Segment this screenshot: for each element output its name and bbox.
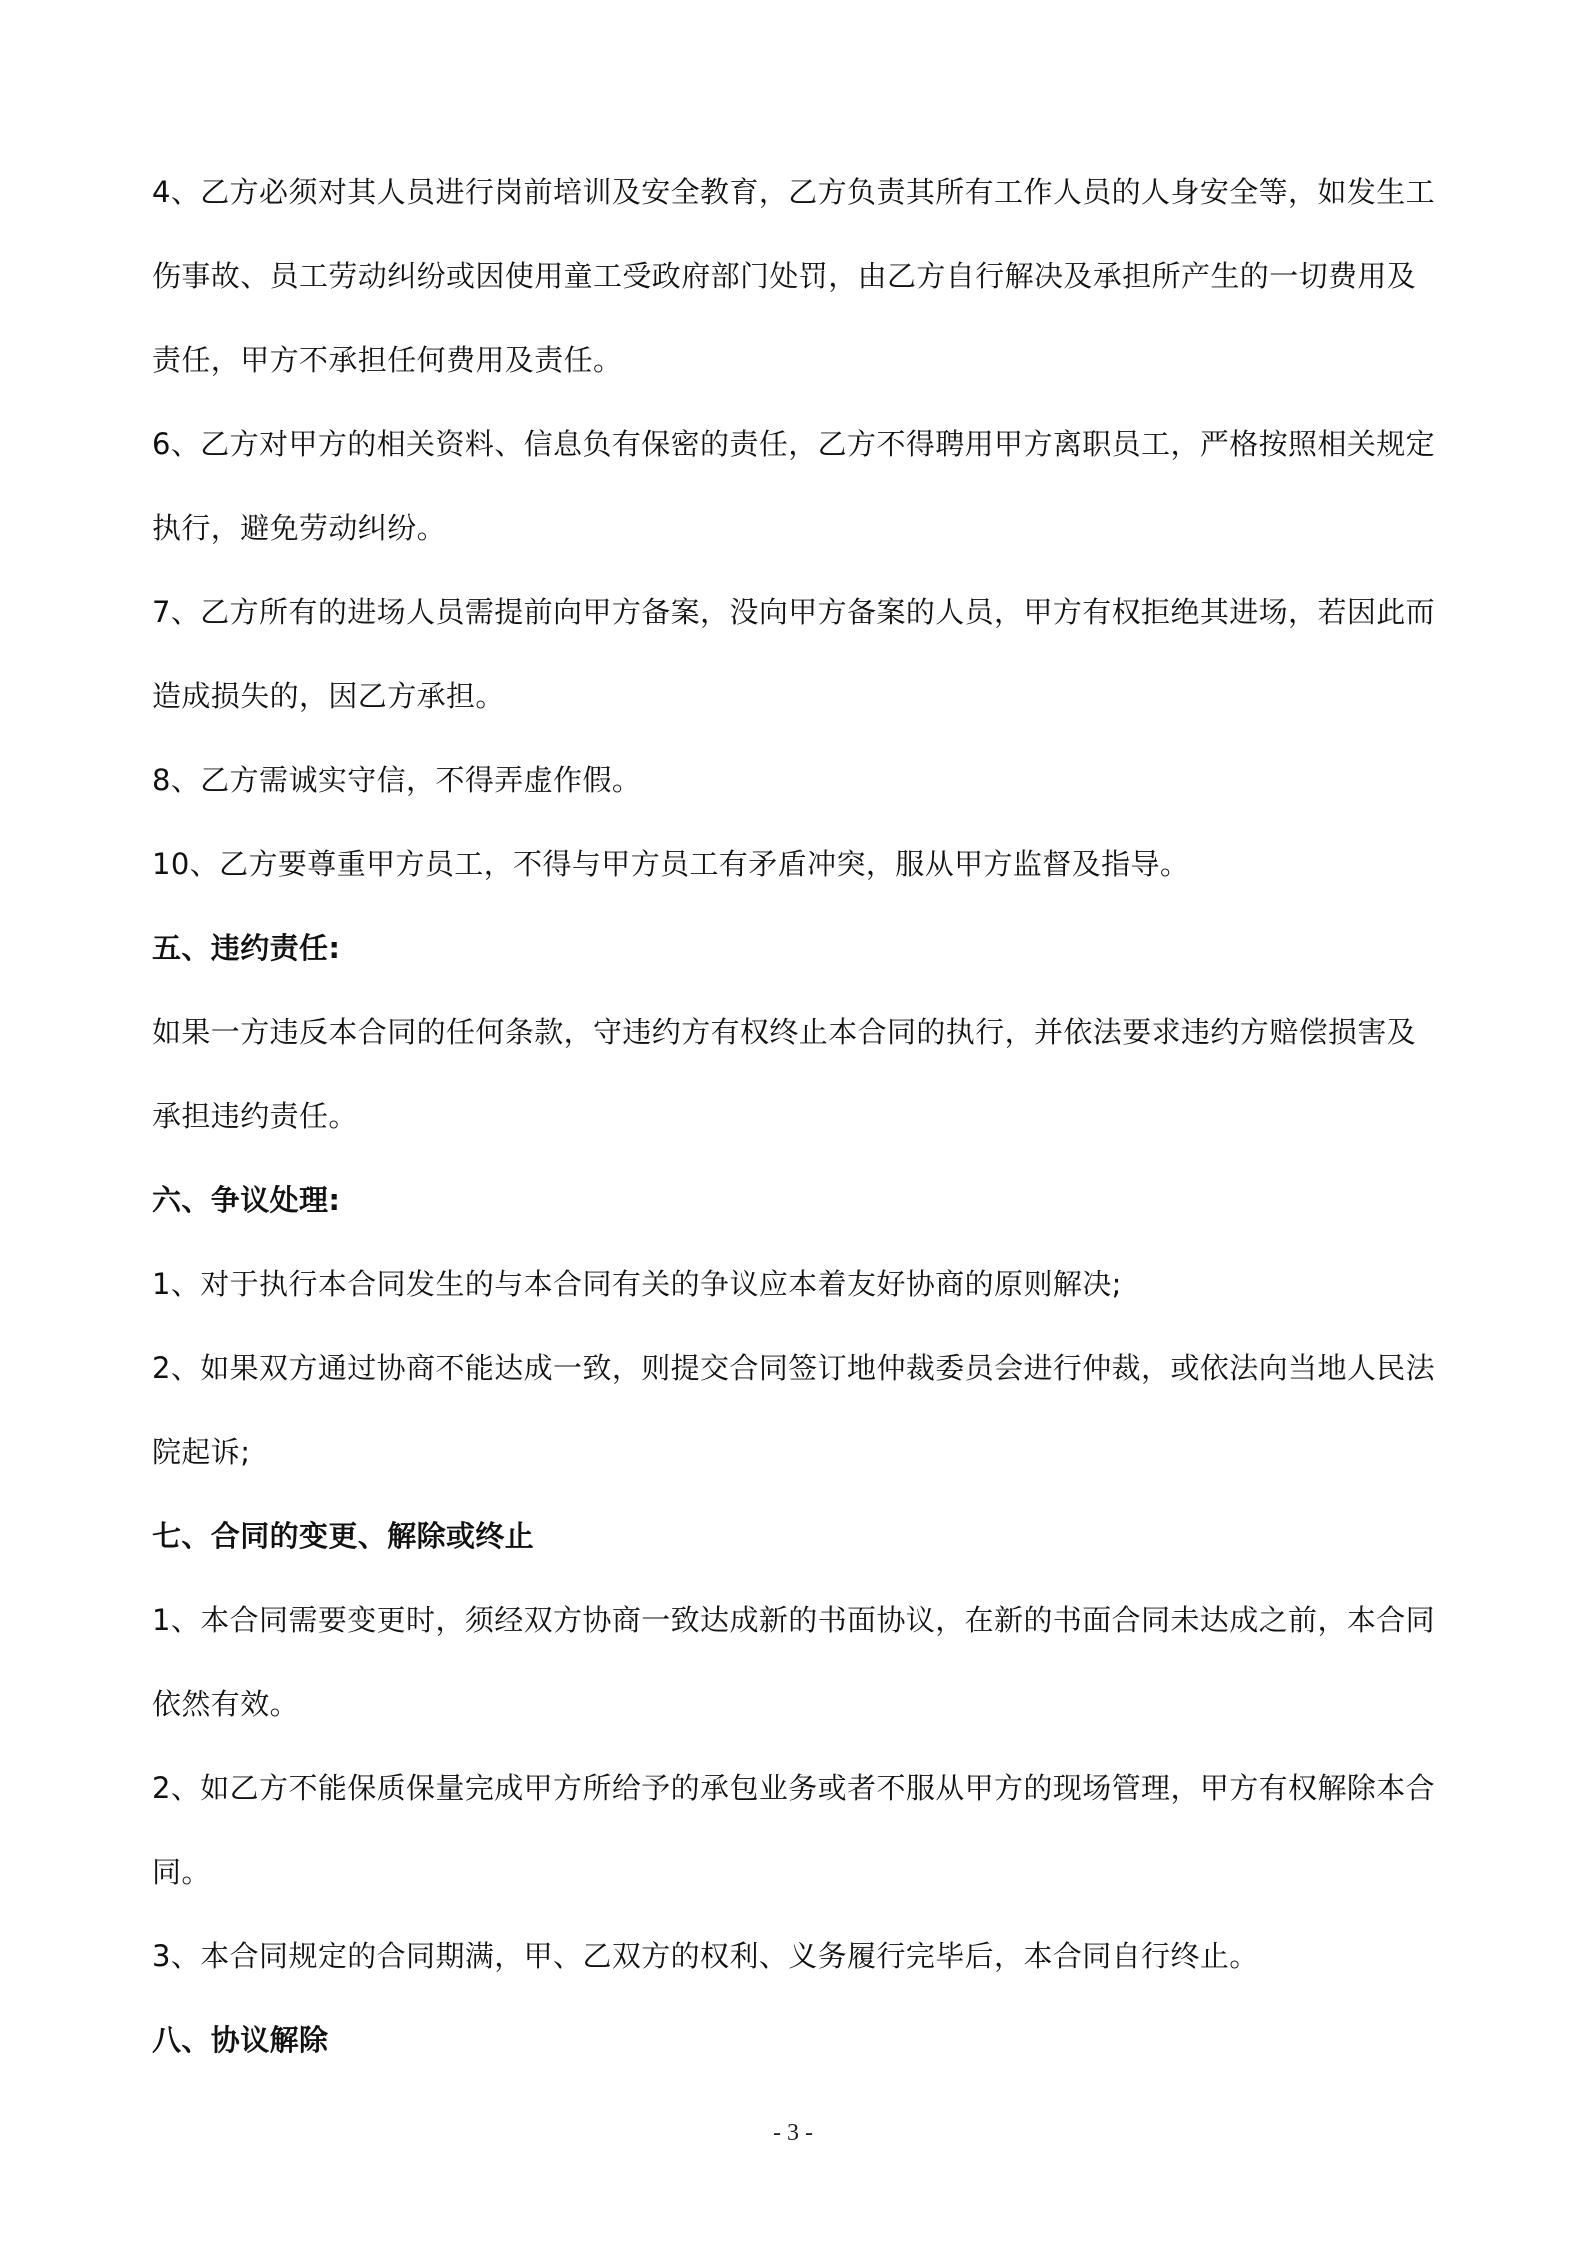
dispute-clause-1: 1、对于执行本合同发生的与本合同有关的争议应本着友好协商的原则解决; xyxy=(152,1267,1122,1301)
change-clause-3: 3、本合同规定的合同期满，甲、乙双方的权利、义务履行完毕后，本合同自行终止。 xyxy=(152,1939,1259,1973)
clause-7-personnel-registration: 7、乙方所有的进场人员需提前向甲方备案，没向甲方备案的人员，甲方有权拒绝其进场，若因此而造成损失的，因乙方承担。 xyxy=(152,595,1436,713)
section-heading-breach: 五、违约责任: xyxy=(152,931,341,965)
change-clause-2: 2、如乙方不能保质保量完成甲方所给予的承包业务或者不服从甲方的现场管理，甲方有权解除本合同。 xyxy=(152,1771,1436,1889)
change-clause-1: 1、本合同需要变更时，须经双方协商一致达成新的书面协议，在新的书面合同未达成之前，本合同依然有效。 xyxy=(152,1603,1436,1721)
breach-liability-text: 如果一方违反本合同的任何条款，守违约方有权终止本合同的执行，并依法要求违约方赔偿损害及承担违约责任。 xyxy=(152,1015,1417,1133)
clause-8-honesty: 8、乙方需诚实守信，不得弄虚作假。 xyxy=(152,763,642,797)
clause-10-respect: 10、乙方要尊重甲方员工，不得与甲方员工有矛盾冲突，服从甲方监督及指导。 xyxy=(152,847,1190,881)
section-heading-dispute: 六、争议处理: xyxy=(152,1183,341,1217)
section-heading-termination: 八、协议解除 xyxy=(152,2023,329,2057)
document-body xyxy=(152,150,1442,2082)
page-number: - 3 - xyxy=(773,2120,813,2146)
section-heading-contract-change: 七、合同的变更、解除或终止 xyxy=(152,1519,535,1553)
dispute-clause-2: 2、如果双方通过协商不能达成一致，则提交合同签订地仲裁委员会进行仲裁，或依法向当地人民法院起诉; xyxy=(152,1351,1436,1469)
clause-6-confidentiality: 6、乙方对甲方的相关资料、信息负有保密的责任，乙方不得聘用甲方离职员工，严格按照相关规定执行，避免劳动纠纷。 xyxy=(152,427,1436,545)
clause-4-staff-safety: 4、乙方必须对其人员进行岗前培训及安全教育，乙方负责其所有工作人员的人身安全等，如发生工伤事故、员工劳动纠纷或因使用童工受政府部门处罚，由乙方自行解决及承担所产生的一切费用及责任，甲方不承担任何费用及责任。 xyxy=(152,175,1436,377)
